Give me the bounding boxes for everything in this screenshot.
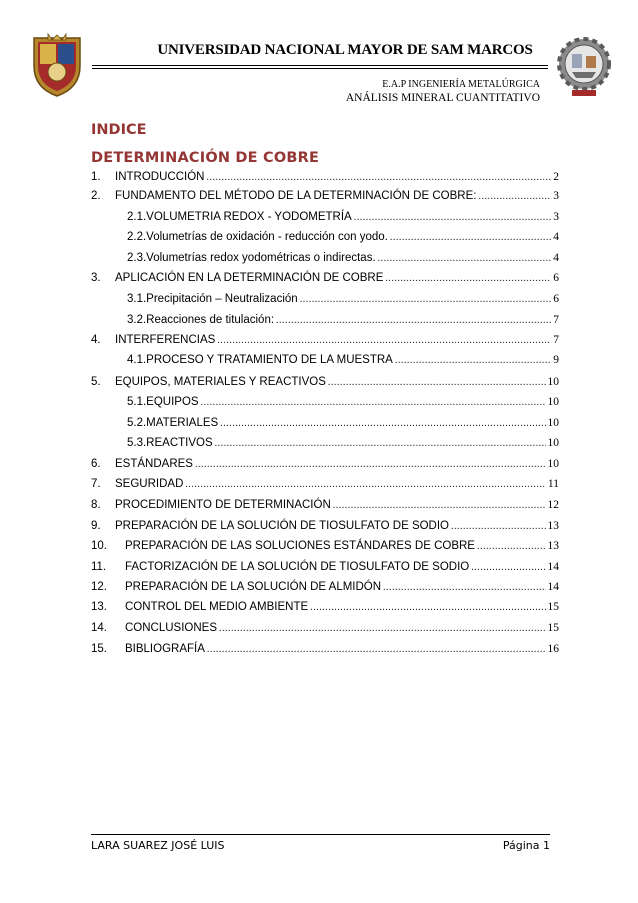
toc-entry-page: 3	[553, 190, 559, 202]
toc-leader-dots	[217, 335, 551, 346]
toc-entry-page: 13	[547, 520, 559, 532]
toc-entry-page: 10	[547, 376, 559, 388]
toc-entry[interactable]	[91, 622, 559, 642]
toc-entry-page: 10	[547, 458, 559, 470]
toc-entry-title: 2.1.VOLUMETRIA REDOX - YODOMETRÍA	[127, 211, 352, 223]
toc-leader-dots	[395, 355, 551, 366]
toc-entry-number: 11.	[91, 561, 107, 573]
toc-entry[interactable]	[91, 581, 559, 601]
toc-leader-dots	[478, 191, 551, 202]
toc-leader-dots	[390, 232, 551, 243]
toc-entry-title: FACTORIZACIÓN DE LA SOLUCIÓN DE TIOSULFATO DE SODIO	[125, 561, 470, 573]
toc-entry[interactable]	[91, 437, 559, 457]
toc-leader-dots	[378, 253, 552, 264]
toc-leader-dots	[471, 562, 545, 573]
toc-entry-number: 9.	[91, 520, 101, 532]
toc-leader-dots	[206, 172, 551, 183]
toc-leader-dots	[219, 623, 545, 634]
toc-leader-dots	[310, 602, 545, 613]
toc-entry[interactable]	[91, 396, 559, 416]
school-name: E.A.P INGENIERÍA METALÚRGICA	[382, 79, 540, 90]
toc-entry[interactable]	[91, 561, 559, 581]
toc-entry-number: 8.	[91, 499, 101, 511]
toc-entry-title: PREPARACIÓN DE LAS SOLUCIONES ESTÁNDARES DE COBRE	[125, 540, 475, 552]
toc-entry[interactable]	[91, 334, 559, 354]
toc-entry-title: CONTROL DEL MEDIO AMBIENTE	[125, 601, 309, 613]
toc-entry-page: 3	[553, 211, 559, 223]
toc-entry-title: BIBLIOGRAFÍA	[125, 643, 205, 655]
header-rule	[92, 65, 548, 66]
toc-leader-dots	[451, 521, 545, 532]
toc-entry[interactable]	[91, 231, 559, 251]
toc-entry-number: 1.	[91, 171, 101, 183]
toc-entry[interactable]	[91, 520, 559, 540]
toc-leader-dots	[185, 479, 546, 490]
toc-entry-title: SEGURIDAD	[115, 478, 184, 490]
toc-entry-page: 14	[547, 581, 559, 593]
toc-entry-number: 13.	[91, 601, 107, 613]
toc-entry-number: 12.	[91, 581, 107, 593]
toc-entry-page: 2	[553, 171, 559, 183]
toc-entry-number: 15.	[91, 643, 107, 655]
footer-rule	[91, 834, 550, 835]
toc-entry-number: 4.	[91, 334, 101, 346]
toc-entry-page: 16	[547, 643, 559, 655]
toc-entry-page: 12	[547, 499, 559, 511]
toc-entry-title: 5.2.MATERIALES	[127, 417, 219, 429]
toc-entry[interactable]	[91, 478, 559, 498]
toc-entry-page: 4	[553, 231, 559, 243]
toc-leader-dots	[215, 438, 546, 449]
toc-entry[interactable]	[91, 376, 559, 396]
toc-entry-number: 2.	[91, 190, 101, 202]
toc-leader-dots	[201, 397, 546, 408]
toc-entry-page: 4	[553, 252, 559, 264]
toc-entry[interactable]	[91, 643, 559, 663]
toc-entry[interactable]	[91, 601, 559, 621]
toc-leader-dots	[195, 459, 546, 470]
toc-entry-number: 14.	[91, 622, 107, 634]
toc-entry[interactable]	[91, 171, 559, 191]
footer-page-number: Página 1	[502, 839, 550, 852]
toc-entry-number: 7.	[91, 478, 101, 490]
toc-entry-title: CONCLUSIONES	[125, 622, 218, 634]
toc-entry-title: PREPARACIÓN DE LA SOLUCIÓN DE ALMIDÓN	[125, 581, 382, 593]
toc-entry-page: 10	[547, 417, 559, 429]
toc-entry-title: ESTÁNDARES	[115, 458, 193, 470]
toc-entry-number: 10.	[91, 540, 107, 552]
toc-entry[interactable]	[91, 293, 559, 313]
footer-author: LARA SUAREZ JOSÉ LUIS	[91, 839, 225, 852]
toc-entry-page: 15	[547, 601, 559, 613]
toc-entry[interactable]	[91, 540, 559, 560]
toc-leader-dots	[276, 315, 551, 326]
toc-entry-title: 5.1.EQUIPOS	[127, 396, 199, 408]
toc-entry[interactable]	[91, 314, 559, 334]
toc-leader-dots	[333, 500, 546, 511]
toc-entry-title: EQUIPOS, MATERIALES Y REACTIVOS	[115, 376, 326, 388]
toc-entry-title: PREPARACIÓN DE LA SOLUCIÓN DE TIOSULFATO DE SODIO	[115, 520, 450, 532]
toc-entry-number: 6.	[91, 458, 101, 470]
toc-leader-dots	[385, 273, 551, 284]
toc-entry-page: 10	[547, 396, 559, 408]
toc-entry-page: 14	[547, 561, 559, 573]
toc-entry-page: 7	[553, 314, 559, 326]
toc-entry[interactable]	[91, 499, 559, 519]
toc-entry-title: PROCEDIMIENTO DE DETERMINACIÓN	[115, 499, 331, 511]
toc-entry[interactable]	[91, 190, 559, 210]
toc-leader-dots	[207, 644, 546, 655]
toc-entry-title: 2.2.Volumetrías de oxidación - reducción con yodo.	[127, 231, 388, 243]
toc-entry-title: FUNDAMENTO DEL MÉTODO DE LA DETERMINACIÓN DE COBRE:	[115, 190, 477, 202]
toc-entry-title: 5.3.REACTIVOS	[127, 437, 213, 449]
index-heading: INDICE	[91, 122, 147, 138]
toc-entry-page: 6	[553, 293, 559, 305]
toc-entry-title: APLICACIÓN EN LA DETERMINACIÓN DE COBRE	[115, 272, 384, 284]
toc-leader-dots	[477, 541, 546, 552]
toc-entry-page: 13	[547, 540, 559, 552]
toc-entry-page: 15	[547, 622, 559, 634]
toc-entry-title: 4.1.PROCESO Y TRATAMIENTO DE LA MUESTRA	[127, 354, 393, 366]
toc-leader-dots	[220, 418, 545, 429]
toc-leader-dots	[354, 212, 552, 223]
toc-entry[interactable]	[91, 252, 559, 272]
toc-entry[interactable]	[91, 458, 559, 478]
toc-leader-dots	[328, 377, 546, 388]
header-rule-secondary	[92, 68, 548, 69]
toc-entry[interactable]	[91, 417, 559, 437]
toc-entry[interactable]	[91, 272, 559, 292]
toc-entry-title: 2.3.Volumetrías redox yodométricas o indirectas.	[127, 252, 376, 264]
course-name: ANÁLISIS MINERAL CUANTITATIVO	[345, 92, 540, 104]
toc-leader-dots	[383, 582, 545, 593]
subject-heading: DETERMINACIÓN DE COBRE	[91, 150, 320, 166]
toc-entry-page: 9	[553, 354, 559, 366]
toc-entry-page: 10	[547, 437, 559, 449]
toc-entry-title: 3.2.Reacciones de titulación:	[127, 314, 275, 326]
toc-leader-dots	[300, 294, 552, 305]
toc-entry-number: 5.	[91, 376, 101, 388]
toc-entry-page: 7	[553, 334, 559, 346]
toc-entry-title: 3.1.Precipitación – Neutralización	[127, 293, 298, 305]
university-crest-logo	[28, 32, 86, 98]
toc-entry-title: INTRODUCCIÓN	[115, 171, 205, 183]
toc-entry[interactable]	[91, 211, 559, 231]
university-title: UNIVERSIDAD NACIONAL MAYOR DE SAM MARCOS	[157, 42, 533, 58]
toc-entry[interactable]	[91, 354, 559, 374]
toc-entry-page: 6	[553, 272, 559, 284]
toc-entry-title: INTERFERENCIAS	[115, 334, 216, 346]
toc-entry-page: 11	[547, 478, 559, 490]
toc-entry-number: 3.	[91, 272, 101, 284]
